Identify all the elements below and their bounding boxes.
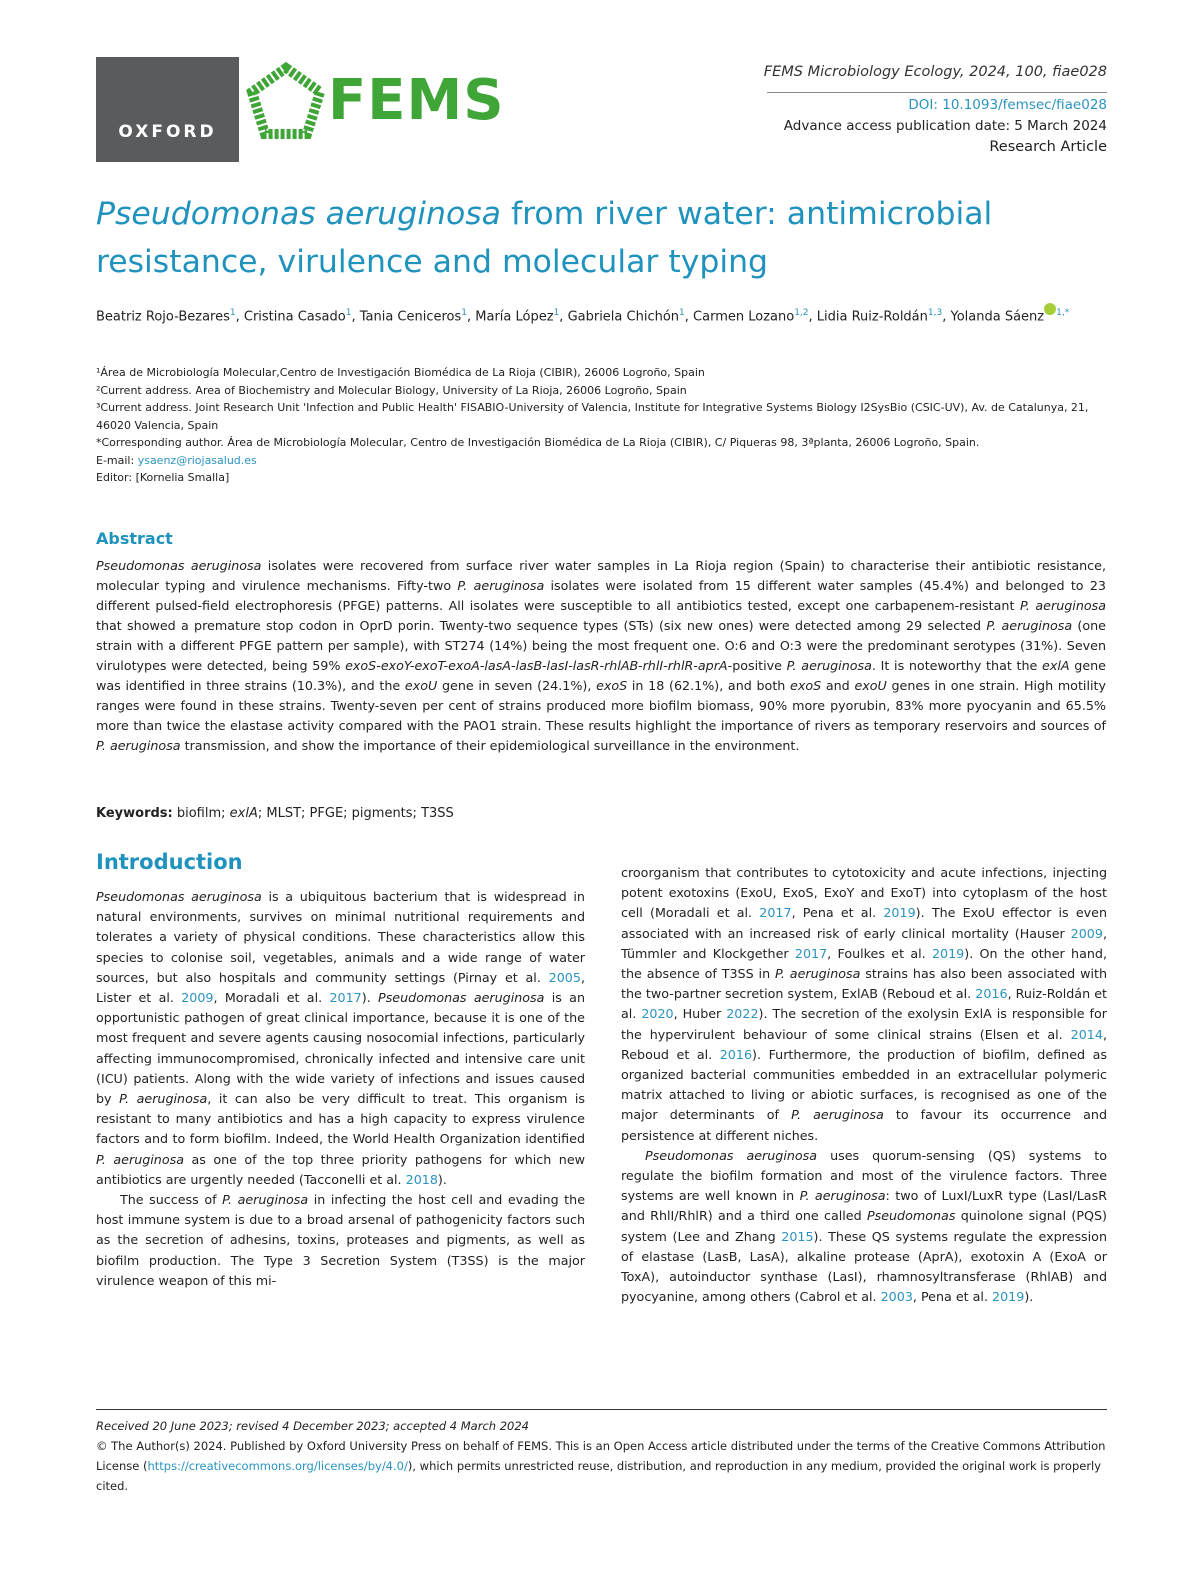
affiliation-3: ³Current address. Joint Research Unit 'Infection and Public Health' FISABIO-University of Valencia, Institute for Integrative Systems Biology I2SysBio (CSIC-UV), Av. de Catalunya, 21, 46020 Valencia, Spain bbox=[96, 401, 1089, 432]
paragraph-text: strains has also been associated with the two-partner secretion system, ExlAB (Reboud et al. bbox=[621, 966, 1107, 1002]
paragraph-text: ). bbox=[361, 990, 379, 1006]
abstract-italic: exoS bbox=[596, 678, 628, 693]
abstract-text: in 18 (62.1%), and both bbox=[627, 678, 791, 693]
fems-logo bbox=[246, 62, 546, 144]
author-list: Beatriz Rojo-Bezares$^1$, Cristina Casado$^1$, Tania Ceniceros$^1$, María López$^1$, Gabriela Chichón$^1$, Carmen Lozano$^{1,2}$, Lidia Ruiz-Roldán$^{1,3}$, Yolanda Sáenz $^{1,*}$ bbox=[96, 301, 1106, 329]
paragraph-text: uses quorum-sensing (QS) systems to regulate the biofilm formation and most of the virulence factors. Three systems are well known in bbox=[621, 1147, 1107, 1204]
paragraph-italic: P. aeruginosa bbox=[119, 1091, 208, 1107]
paragraph-text: , Moradali et al. bbox=[213, 990, 330, 1006]
citation-year-link[interactable]: 2019 bbox=[931, 945, 965, 961]
citation-year-link[interactable]: 2003 bbox=[880, 1289, 913, 1305]
abstract-text: (one strain with a different PFGE pattern per sample), with ST274 (14%) being the most frequent one. O:6 and O:3 were the predominant serotypes (31%). Seven virulotypes were detected, being 59% bbox=[96, 618, 1106, 673]
abstract-text: -positive bbox=[727, 658, 787, 673]
license-suffix: ), which permits unrestricted reuse, distribution, and reproduction in any medium, provided the original work is properly cited. bbox=[96, 1459, 1102, 1493]
citation-year-link[interactable]: 2022 bbox=[726, 1006, 759, 1022]
oxford-logo bbox=[96, 57, 239, 162]
citation-year-link[interactable]: 2005 bbox=[548, 969, 581, 985]
title-rest: from river water: antimicrobial resistance, virulence and molecular typing bbox=[96, 196, 993, 280]
paragraph-text: , Foulkes et al. bbox=[827, 945, 932, 961]
abstract-italic: P. aeruginosa bbox=[986, 618, 1073, 633]
paragraph-text: to favour its occurrence and persistence at different niches. bbox=[621, 1107, 1108, 1143]
intro-left-column bbox=[96, 887, 585, 1291]
abstract-text: isolates were isolated from 15 different water samples (45.4%) and belonged to 23 different pulsed-field electrophoresis (PFGE) patterns. All isolates were susceptible to all antibiotics tested, except one carbapenem-resistant bbox=[96, 578, 1106, 613]
author-name: Lidia Ruiz-Roldán bbox=[816, 309, 928, 325]
paragraph-text: ). On the other hand, the absence of T3SS in bbox=[621, 945, 1107, 982]
paragraph-italic: Pseudomonas aeruginosa bbox=[378, 990, 545, 1006]
abstract-text: . It is noteworthy that the bbox=[871, 658, 1043, 673]
author-name: Beatriz Rojo-Bezares bbox=[96, 309, 230, 325]
author-affiliation-mark: 1 bbox=[553, 308, 560, 318]
email-line bbox=[96, 452, 1106, 470]
abstract-text bbox=[96, 556, 1106, 756]
keyword-text: biofilm; bbox=[172, 806, 230, 821]
paragraph-text: , Lister et al. bbox=[96, 969, 585, 1006]
abstract-text: gene was identified in three strains (10.3%), and the bbox=[96, 658, 1106, 693]
paragraph-text: in infecting the host cell and evading the host immune system is due to a broad arsenal of pathogenicity factors such as the secretion of adhesins, toxins, proteases and pigments, as well as biofilm production. The Type 3 Secretion System (T3SS) is the major virulence weapon of this mi- bbox=[96, 1192, 586, 1288]
author-name: Tania Ceniceros bbox=[359, 309, 462, 325]
abstract-text: that showed a premature stop codon in OprD porin. Twenty-two sequence types (STs) (six new ones) were detected among 29 selected bbox=[96, 618, 987, 633]
abstract-italic: P. aeruginosa bbox=[1019, 598, 1107, 613]
article-title bbox=[96, 190, 1106, 286]
license-text bbox=[96, 1436, 1107, 1496]
keywords bbox=[96, 806, 454, 821]
paragraph-text: is an opportunistic pathogen of great clinical importance, because it is one of the most frequent and severe agents causing nosocomial infections, particularly affecting immunocompromised, chronically infected and intensive care unit (ICU) patients. Along with the wide variety of infections and issues caused by bbox=[96, 990, 585, 1107]
citation-year-link[interactable]: 2019 bbox=[992, 1289, 1025, 1305]
abstract-italic: exoS-exoY-exoT-exoA-lasA-lasB-lasI-lasR-rhlAB-rhlI-rhlR-aprA bbox=[345, 658, 728, 673]
affiliation-1: ¹Área de Microbiología Molecular,Centro de Investigación Biomédica de La Rioja (CIBIR), 26006 Logroño, Spain bbox=[96, 366, 705, 379]
author-affiliation-mark: 1 bbox=[229, 308, 236, 318]
header-divider bbox=[767, 92, 1107, 93]
fems-logo-text: FEMS bbox=[328, 68, 505, 133]
abstract-text: isolates were recovered from surface river water samples in La Rioja region (Spain) to characterise their antibiotic resistance, molecular typing and virulence mechanisms. Fifty-two bbox=[96, 558, 1106, 593]
author-name: Cristina Casado bbox=[243, 309, 346, 325]
abstract-italic: P. aeruginosa bbox=[786, 658, 872, 673]
citation-year-link[interactable]: 2017 bbox=[794, 945, 828, 961]
citation-year-link[interactable]: 2014 bbox=[1070, 1026, 1103, 1042]
paragraph bbox=[96, 887, 585, 1190]
keywords-list bbox=[173, 806, 454, 821]
title-species: Pseudomonas aeruginosa bbox=[96, 196, 501, 232]
paragraph-text: ). Furthermore, the production of biofilm, defined as organized bacterial communities embedded in an extracellular polymeric matrix attached to living or abiotic surfaces, is recognised as one of the major determinants of bbox=[621, 1046, 1107, 1123]
abstract-text: and bbox=[821, 678, 855, 693]
paragraph-text: , Huber bbox=[673, 1006, 727, 1022]
received-dates: Received 20 June 2023; revised 4 December 2023; accepted 4 March 2024 bbox=[96, 1419, 529, 1433]
abstract-heading: Abstract bbox=[96, 529, 173, 548]
citation-year-link[interactable]: 2018 bbox=[405, 1171, 438, 1187]
paragraph-text: croorganism that contributes to cytotoxicity and acute infections, injecting potent exotoxins (ExoU, ExoS, ExoY and ExoT) into cytoplasm of the host cell (Moradali et al. bbox=[621, 865, 1107, 921]
abstract-text: transmission, and show the importance of their epidemiological surveillance in the environment. bbox=[180, 738, 800, 753]
paragraph-text: ). The ExoU effector is even associated with an increased risk of early clinical mortality (Hauser bbox=[621, 905, 1107, 941]
keyword-text: ; MLST; PFGE; pigments; T3SS bbox=[257, 806, 454, 821]
paragraph-italic: P. aeruginosa bbox=[791, 1107, 884, 1123]
paragraph-italic: P. aeruginosa bbox=[222, 1192, 309, 1208]
keyword-italic: exlA bbox=[229, 806, 258, 821]
abstract-text: genes in one strain. High motility ranges were found in these strains. Twenty-seven per cent of strains produced more biofilm biomass, 90% more pyorubin, 83% more pyocyanin and 65.5% more than twice the elastase activity compared with the PAO1 strain. These results highlight the importance of rivers as temporary reservoirs and sources of bbox=[96, 678, 1106, 733]
author-affiliation-mark: 1,3 bbox=[927, 308, 943, 318]
paragraph-text: , Tümmler and Klockgether bbox=[621, 925, 1107, 961]
paragraph-text: , Reboud et al. bbox=[621, 1026, 1107, 1062]
affiliation-2: ²Current address. Area of Biochemistry and Molecular Biology, University of La Rioja, 26006 Logroño, Spain bbox=[96, 383, 687, 397]
paragraph-text: is a ubiquitous bacterium that is widespread in natural environments, survives on minimal nutritional requirements and tolerates a variety of physical conditions. These characteristics allow this species to colonise soil, vegetables, animals and a wide range of water sources, but also hospitals and community settings (Pirnay et al. bbox=[96, 889, 585, 985]
affiliations bbox=[96, 364, 1106, 487]
author-name: Carmen Lozano bbox=[693, 309, 795, 325]
paragraph-italic: P. aeruginosa bbox=[774, 966, 861, 982]
paragraph-text: quinolone signal (PQS) system (Lee and Zhang bbox=[621, 1208, 1107, 1244]
email-label: E-mail: bbox=[96, 453, 138, 467]
paragraph-text: ). bbox=[1024, 1289, 1034, 1305]
footer-divider bbox=[96, 1409, 1107, 1410]
fems-pentagon-icon bbox=[246, 62, 326, 142]
paragraph-italic: P. aeruginosa bbox=[96, 1151, 185, 1167]
author-affiliation-mark: 1,* bbox=[1056, 308, 1070, 318]
paragraph-italic: Pseudomonas bbox=[866, 1208, 956, 1224]
citation-year-link[interactable]: 2015 bbox=[781, 1228, 814, 1244]
citation-year-link[interactable]: 2019 bbox=[883, 905, 916, 921]
intro-right-column bbox=[621, 863, 1107, 1307]
citation-year-link[interactable]: 2017 bbox=[329, 990, 362, 1006]
paragraph bbox=[96, 1190, 585, 1291]
paragraph-text: ). The secretion of the exolysin ExlA is responsible for the hypervirulent behaviour of some clinical strains (Elsen et al. bbox=[621, 1006, 1107, 1042]
paragraph bbox=[621, 863, 1107, 1146]
citation-year-link[interactable]: 2016 bbox=[975, 986, 1008, 1002]
orcid-icon[interactable] bbox=[1044, 303, 1056, 315]
license-prefix: © The Author(s) 2024. Published by Oxford University Press on behalf of FEMS. This is an Open Access article distributed under the terms of the Creative Commons Attribution License ( bbox=[96, 1439, 1106, 1473]
paragraph-italic: Pseudomonas aeruginosa bbox=[96, 889, 262, 904]
keywords-label: Keywords: bbox=[96, 806, 173, 821]
citation-year-link[interactable]: 2009 bbox=[181, 990, 214, 1006]
abstract-italic: P. aeruginosa bbox=[96, 738, 181, 753]
footer bbox=[96, 1416, 1107, 1496]
citation-year-link[interactable]: 2017 bbox=[759, 905, 792, 921]
citation-year-link[interactable]: 2016 bbox=[719, 1046, 753, 1062]
license-link[interactable]: https://creativecommons.org/licenses/by/4.0/ bbox=[147, 1459, 408, 1473]
paragraph-text: , it can also be very difficult to treat. This organism is resistant to many antibiotics and has a high capacity to express virulence factors and to form biofilm. Indeed, the World Health Organization identified bbox=[96, 1091, 585, 1147]
corresponding-author: *Corresponding author. Área de Microbiología Molecular, Centro de Investigación Biomédica de La Rioja (CIBIR), C/ Piqueras 98, 3ªplanta, 26006 Logroño, Spain. bbox=[96, 436, 980, 449]
paragraph bbox=[621, 1146, 1107, 1308]
paragraph-text: as one of the top three priority pathogens for which new antibiotics are urgently needed (Tacconelli et al. bbox=[96, 1151, 586, 1187]
paragraph-text: , Ruiz-Roldán et al. bbox=[621, 986, 1107, 1022]
article-type: Research Article bbox=[989, 139, 1107, 155]
paragraph-text: ). These QS systems regulate the expression of elastase (LasB, LasA), alkaline protease (AprA), exotoxin A (ExoA or ToxA), autoinductor synthase (LasI), rhamnosyltransferase (RhlAB) and pyocyanine, among others (Cabrol et al. bbox=[621, 1228, 1107, 1305]
author-name: Gabriela Chichón bbox=[567, 309, 680, 325]
author-affiliation-mark: 1 bbox=[679, 308, 685, 318]
abstract-italic: exlA bbox=[1042, 658, 1070, 673]
abstract-italic: exoU bbox=[854, 678, 887, 693]
abstract-italic: P. aeruginosa bbox=[457, 578, 545, 593]
doi-link[interactable]: DOI: 10.1093/femsec/fiae028 bbox=[908, 97, 1107, 113]
paragraph-text: : two of LuxI/LuxR type (LasI/LasR and RhlI/RhlR) and a third one called bbox=[621, 1188, 1108, 1224]
paragraph-text: , Pena et al. bbox=[791, 905, 884, 921]
author-affiliation-mark: 1 bbox=[345, 308, 352, 318]
advance-access-date: Advance access publication date: 5 March 2024 bbox=[783, 118, 1107, 134]
abstract-italic: exoU bbox=[404, 678, 438, 693]
author-name: María López bbox=[475, 309, 554, 325]
citation-year-link[interactable]: 2009 bbox=[1070, 925, 1103, 941]
author-affiliation-mark: 1,2 bbox=[794, 308, 809, 318]
journal-reference: FEMS Microbiology Ecology, 2024, 100, fiae028 bbox=[763, 64, 1107, 80]
introduction-heading: Introduction bbox=[96, 850, 243, 874]
oxford-logo-text: OXFORD bbox=[118, 122, 217, 142]
paragraph-text: , Pena et al. bbox=[912, 1289, 993, 1305]
paragraph-italic: P. aeruginosa bbox=[799, 1188, 886, 1204]
abstract-text: gene in seven (24.1%), bbox=[437, 678, 597, 693]
paragraph-text: ). bbox=[437, 1171, 447, 1187]
abstract-italic: Pseudomonas aeruginosa bbox=[96, 558, 262, 573]
author-name: Yolanda Sáenz bbox=[950, 309, 1045, 325]
citation-year-link[interactable]: 2020 bbox=[641, 1006, 674, 1022]
email-link[interactable]: ysaenz@riojasalud.es bbox=[137, 453, 257, 467]
editor-line: Editor: [Kornelia Smalla] bbox=[96, 471, 230, 484]
paragraph-italic: Pseudomonas aeruginosa bbox=[645, 1147, 818, 1163]
abstract-italic: exoS bbox=[790, 678, 822, 693]
author-affiliation-mark: 1 bbox=[461, 308, 468, 318]
paragraph-text: The success of bbox=[120, 1192, 223, 1208]
